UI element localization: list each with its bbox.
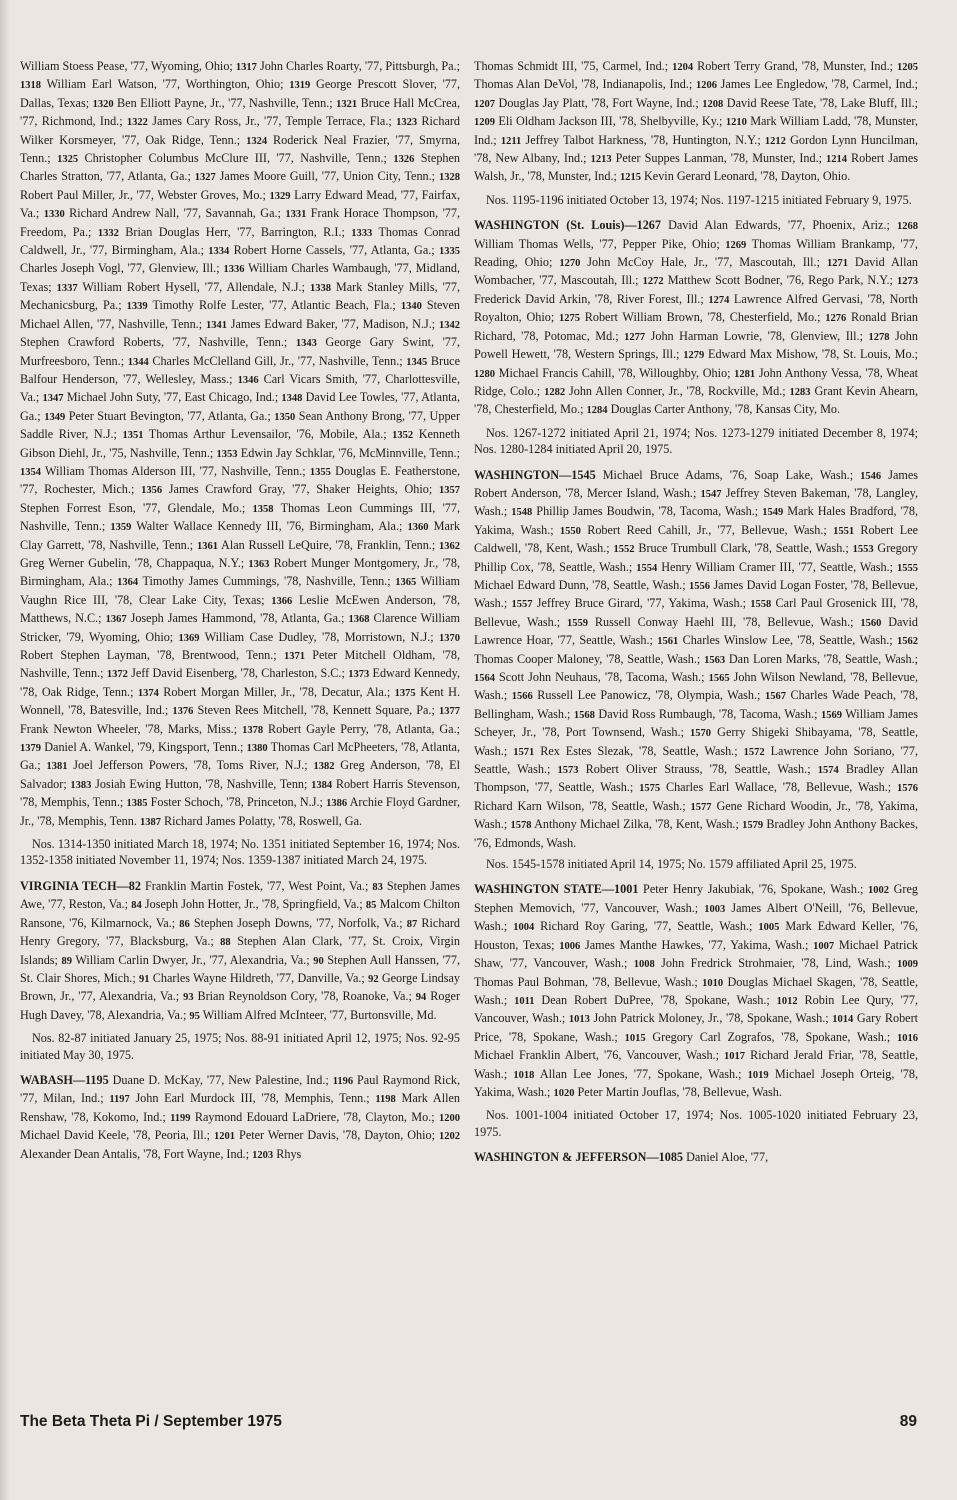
chapter-heading: WABASH—1195 xyxy=(20,1072,109,1087)
initiate-number: 1339 xyxy=(126,301,148,313)
initiate-number: 1553 xyxy=(852,544,874,556)
initiate-number: 1343 xyxy=(295,338,317,350)
initiate-number: 1566 xyxy=(511,691,533,703)
initiate-number: 1365 xyxy=(395,577,417,589)
chapter-heading: WASHINGTON & JEFFERSON—1085 xyxy=(474,1150,684,1165)
initiate-number: 1214 xyxy=(826,154,848,166)
initiation-dates-note: Nos. 1545-1578 initiated April 14, 1975; No. 1579 affiliated April 25, 1975. xyxy=(486,857,857,872)
initiate-number: 1565 xyxy=(708,673,730,684)
initiate-number: 1552 xyxy=(613,544,635,556)
initiate-number: 1201 xyxy=(214,1131,236,1143)
initiate-number: 1556 xyxy=(689,580,711,592)
initiate-number: 1272 xyxy=(642,276,664,288)
initiate-number: 1386 xyxy=(326,798,348,810)
initiate-number: 1320 xyxy=(92,98,114,110)
continued-entry: William Stoess Pease, '77, Wyoming, Ohio; 1317 John Charles Roarty, '77, Pittsburgh, Pa.; 1318 William Earl Watson, '77, Worthington, Ohio; 1319 George Prescott Slover, '77, Dallas, Texas; 1320 Ben Elliott Payne, Jr., '77, Nashville, Tenn.; 1321 Bruce Hall McCrea, '77, Richmond, Ind.; 1322 James Cary Ross, Jr., '77, Temple Terrace, Fla.; 1323 Richard Wilker Korsmeyer, '77, Oak Ridge, Tenn.; 1324 Roderick Neal Frazier, '77, Smyrna, Tenn.; 1325 Christopher Columbus McClure III, '77, Nashville, Tenn.; 1326 Stephen Charles Stratton, '77, Atlanta, Ga.; 1327 James Moore Guill, '77, Union City, Tenn.; 1328 Robert Paul Miller, Jr., '77, Webster Groves, Mo.; 1329 Larry Edward Mead, '77, Fairfax, Va.; 1330 Richard Andrew Nall, '77, Savannah, Ga.; 1331 Frank Horace Thompson, '77, Freedom, Pa.; 1332 Brian Douglas Herr, '77, Barrington, R.I.; 1333 Thomas Conrad Caldwell, Jr., '77, Birmingham, Ala.; 1334 Robert Horne Cassels, '77, Atlanta, Ga.; 1335 Charles Joseph Vogl, '77, Glenview, Ill.; 1336 William Charles Wambaugh, '77, Midland, Texas; 1337 William Robert Hysell, '77, Allendale, N.J.; 1338 Mark Stanley Mills, '77, Mechanicsburg, Pa.; 1339 Timothy Rolfe Lester, '77, Atlantic Beach, Fla.; 1340 Steven Michael Allen, '77, Nashville, Tenn.; 1341 James Edward Baker, '77, Madison, N.J.; 1342 Stephen Crawford Roberts, '77, Nashville, Tenn.; 1343 George Gary Swint, '77, Murfreesboro, Tenn.; 1344 Charles McClelland Gill, Jr., '77, Nashville, Tenn.; 1345 Bruce Balfour Henderson, '77, Wellesley, Mass.; 1346 Carl Vicars Smith, '77, Charlottesville, Va.; 1347 Michael John Suty, '77, East Chicago, Ind.; 1348 David Lee Towles, '77, Atlanta, Ga.; 1349 Peter Stuart Bevington, '77, Atlanta, Ga.; 1350 Sean Anthony Brong, '77, Upper Saddle River, N.J.; 1351 Thomas Arthur Levensailor, '76, Mobile, Ala.; 1352 Kenneth Gibson Diehl, Jr., '75, Nashville, Tenn.; 1353 Edwin Jay Schklar, '76, McMinnville, Tenn.; 1354 William Thomas Alderson III, '77, Nashville, Tenn.; 1355 Douglas E. Featherstone, '77, Rochester, Mich.; 1356 James Crawford Gray, '77, Shaker Heights, Ohio; 1357 Stephen Forrest Eson, '77, Glendale, Mo.; 1358 Thomas Leon Cummings III, '77, Nashville, Tenn.; 1359 Walter Wallace Kennedy III, '76, Birmingham, Ala.; 1360 Mark Clay Garrett, '78, Nashville, Tenn.; 1361 Alan Russell LeQuire, '78, Franklin, Tenn.; 1362 Greg Werner Gubelin, '78, Chappaqua, N.Y.; 1363 Robert Munger Montgomery, Jr., '78, Birmingham, Ala.; 1364 Timothy James Cummings, '78, Nashville, Tenn.; 1365 William Vaughn Rice III, '78, Clear Lake City, Texas; 1366 Leslie McEwen Anderson, '78, Matthews, N.C.; 1367 Joseph James Hammond, '78, Atlanta, Ga.; 1368 Clarence William Stricker, '79, Wyoming, Ohio; 1369 William Case Dudley, '78, Morristown, N.J.; 1370 Robert Stephen Layman, '78, Brentwood, Tenn.; 1371 Peter Mitchell Oldham, '78, Nashville, Tenn.; 1372 Jeff David Eisenberg, '78, Charleston, S.C.; 1373 Edward Kennedy, '78, Oak Ridge, Tenn.; 1374 Robert Morgan Miller, Jr., '78, Decatur, Ala.; 1375 Kent H. Wonnell, '78, Batesville, Ind.; 1376 Steven Rees Mitchell, '78, Kennett Square, Pa.; 1377 Frank Newton Wheeler, '78, Marks, Miss.; 1378 Robert Gayle Perry, '78, Atlanta, Ga.; 1379 Daniel A. Wankel, '79, Kingsport, Tenn.; 1380 Thomas Carl McPheeters, '78, Atlanta, Ga.; 1381 Joel Jefferson Powers, '78, Toms River, N.J.; 1382 Greg Anderson, '78, El Salvador; 1383 Josiah Ewing Hutton, '78, Nashville, Tenn; 1384 Robert Harris Stevenson, '78, Memphis, Tenn.; 1385 Foster Schoch, '78, Princeton, N.J.; 1386 Archie Floyd Gardner, Jr., '78, Memphis, Tenn. 1387 Richard James Polatty, '78, Roswell, Ga. xyxy=(20,59,461,828)
initiate-number: 1197 xyxy=(109,1094,130,1106)
initiate-number: 1279 xyxy=(683,350,705,362)
initiate-number: 1342 xyxy=(439,319,460,331)
initiate-number: 1334 xyxy=(208,246,230,258)
initiate-number: 1548 xyxy=(511,507,533,519)
initiate-number: 1206 xyxy=(695,80,717,92)
initiate-number: 1013 xyxy=(568,1014,590,1026)
initiate-number: 1555 xyxy=(897,562,919,574)
initiate-number: 1570 xyxy=(690,728,712,740)
initiate-number: 1349 xyxy=(44,411,66,423)
initiate-number: 1569 xyxy=(821,709,843,721)
initiate-number: 87 xyxy=(406,918,418,930)
initiate-number: 1359 xyxy=(110,522,132,534)
initiate-number: 1351 xyxy=(122,430,144,442)
initiate-number: 1210 xyxy=(725,117,747,129)
initiate-number: 1579 xyxy=(742,820,764,832)
initiate-number: 1568 xyxy=(573,709,595,721)
initiate-number: 1338 xyxy=(309,282,331,294)
chapter-heading: WASHINGTON (St. Louis)—1267 xyxy=(474,218,661,233)
initiate-number: 1353 xyxy=(216,448,238,460)
initiate-number: 1016 xyxy=(897,1032,918,1044)
right-column xyxy=(474,58,918,1175)
initiate-number: 1551 xyxy=(833,525,855,537)
initiate-number: 1357 xyxy=(439,485,460,497)
initiate-number: 1006 xyxy=(559,940,581,952)
initiate-number: 1385 xyxy=(126,798,148,810)
initiate-number: 1003 xyxy=(704,903,726,915)
initiate-number: 1271 xyxy=(826,258,848,270)
initiate-number: 1554 xyxy=(636,562,658,574)
initiate-number: 84 xyxy=(131,900,142,912)
initiate-number: 1346 xyxy=(237,374,259,386)
initiate-number: 1370 xyxy=(439,632,461,644)
initiate-number: 1212 xyxy=(764,135,786,147)
initiate-number: 1012 xyxy=(776,995,798,1007)
initiate-number: 1198 xyxy=(375,1094,396,1106)
initiate-number: 1560 xyxy=(860,617,882,629)
initiate-number: 1383 xyxy=(70,779,92,791)
initiate-number: 1374 xyxy=(137,687,159,699)
initiate-number: 1282 xyxy=(544,386,566,398)
initiate-number: 1347 xyxy=(42,393,64,405)
initiate-number: 86 xyxy=(179,918,190,930)
initiate-number: 1268 xyxy=(897,221,918,233)
initiate-number: 1578 xyxy=(510,820,532,832)
initiate-number: 1567 xyxy=(764,691,786,703)
initiate-number: 1333 xyxy=(351,227,373,239)
initiate-number: 1208 xyxy=(702,98,724,110)
initiate-number: 1562 xyxy=(897,636,918,648)
initiate-number: 1319 xyxy=(289,80,311,92)
initiate-number: 1364 xyxy=(117,577,139,589)
initiate-number: 1020 xyxy=(553,1087,575,1099)
initiate-number: 1369 xyxy=(178,632,200,644)
initiate-number: 1358 xyxy=(252,503,274,515)
initiate-number: 91 xyxy=(139,973,150,985)
initiate-number: 1019 xyxy=(747,1069,769,1081)
initiate-number: 1362 xyxy=(439,540,460,552)
initiate-number: 1213 xyxy=(590,154,612,166)
initiate-number: 1373 xyxy=(348,669,370,681)
initiate-number: 1344 xyxy=(127,356,149,368)
initiate-number: 1557 xyxy=(511,599,533,611)
initiate-number: 1200 xyxy=(439,1112,461,1124)
initiate-number: 1014 xyxy=(832,1014,854,1026)
initiate-number: 1276 xyxy=(825,313,847,325)
initiate-number: 1546 xyxy=(860,470,882,482)
initiate-number: 1209 xyxy=(474,117,495,129)
initiation-dates-note: Nos. 1267-1272 initiated April 21, 1974; Nos. 1273-1279 initiated December 8, 1974; Nos. 1280-1284 initiated April 20, 1975. xyxy=(474,425,918,457)
initiate-number: 1335 xyxy=(439,246,460,258)
initiate-number: 1360 xyxy=(407,522,429,534)
initiate-number: 1017 xyxy=(724,1051,746,1063)
initiate-number: 1010 xyxy=(702,977,724,989)
initiate-number: 93 xyxy=(183,992,194,1004)
initiate-number: 1007 xyxy=(813,940,835,952)
initiate-number: 1341 xyxy=(205,319,227,331)
initiate-number: 1375 xyxy=(394,687,416,699)
initiate-number: 1275 xyxy=(558,313,580,325)
initiate-number: 1573 xyxy=(557,765,579,777)
initiate-number: 1327 xyxy=(194,172,216,184)
initiate-number: 1576 xyxy=(897,783,918,795)
initiate-number: 1367 xyxy=(105,614,127,626)
initiate-number: 1283 xyxy=(789,386,811,398)
page-spine-shadow xyxy=(0,0,10,1500)
initiate-number: 1376 xyxy=(172,706,194,718)
initiate-number: 1323 xyxy=(396,117,418,129)
chapter-heading: WASHINGTON—1545 xyxy=(474,467,596,482)
publication-title: The Beta Theta Pi / September 1975 xyxy=(20,1413,282,1430)
initiate-number: 1274 xyxy=(708,294,730,306)
initiate-number: 94 xyxy=(415,992,427,1004)
initiate-number: 1318 xyxy=(20,80,41,92)
initiate-number: 1348 xyxy=(281,393,303,405)
page-number: 89 xyxy=(899,1413,917,1430)
chapter-entry: WABASH—1195 Duane D. McKay, '77, New Palestine, Ind.; 1196 Paul Raymond Rick, '77, Milan, Ind.; 1197 John Earl Murdock III, '78, Memphis, Tenn.; 1198 Mark Allen Renshaw, '78, Kokomo, Ind.; 1199 Raymond Edouard LaDriere, '78, Clayton, Mo.; 1200 Michael David Keele, '78, Peoria, Ill.; 1201 Peter Werner Davis, '78, Dayton, Ohio; 1202 Alexander Dean Antalis, '78, Fort Wayne, Ind.; 1203 Rhys xyxy=(20,1072,461,1161)
initiate-number: 1202 xyxy=(439,1131,460,1143)
initiate-number: 1284 xyxy=(586,405,608,417)
initiate-number: 1269 xyxy=(725,239,747,251)
initiate-number: 1018 xyxy=(513,1069,535,1081)
initiate-number: 1270 xyxy=(559,258,581,270)
initiate-number: 1277 xyxy=(624,331,646,343)
initiate-number: 1384 xyxy=(311,779,333,791)
initiate-number: 1559 xyxy=(567,617,589,629)
initiate-number: 88 xyxy=(220,937,231,949)
initiate-number: 1574 xyxy=(817,765,839,777)
initiate-number: 1377 xyxy=(439,706,460,718)
initiate-number: 1550 xyxy=(559,525,581,537)
initiate-number: 1330 xyxy=(43,209,65,221)
initiate-number: 1361 xyxy=(196,540,218,552)
initiate-number: 1321 xyxy=(336,98,358,110)
initiate-number: 1211 xyxy=(500,135,522,147)
initiate-number: 1558 xyxy=(750,599,772,611)
initiate-number: 1350 xyxy=(274,411,296,423)
initiate-number: 1345 xyxy=(406,356,428,368)
initiate-number: 1331 xyxy=(285,209,307,221)
initiate-number: 1379 xyxy=(20,743,41,755)
initiate-number: 89 xyxy=(61,955,72,967)
initiate-number: 1199 xyxy=(170,1112,191,1124)
continued-entry: Thomas Schmidt III, '75, Carmel, Ind.; 1204 Robert Terry Grand, '78, Munster, Ind.; 1205 Thomas Alan DeVol, '78, Indianapolis, Ind.; 1206 James Lee Engledow, '78, Carmel, Ind.; 1207 Douglas Jay Platt, '78, Fort Wayne, Ind.; 1208 David Reese Tate, '78, Lake Bluff, Ill.; 1209 Eli Oldham Jackson III, '78, Shelbyville, Ky.; 1210 Mark William Ladd, '78, Munster, Ind.; 1211 Jeffrey Talbot Harkness, '78, Huntington, N.Y.; 1212 Gordon Lynn Huncilman, '78, New Albany, Ind.; 1213 Peter Suppes Lanman, '78, Munster, Ind.; 1214 Robert James Walsh, Jr., '78, Munster, Ind.; 1215 Kevin Gerard Leonard, '78, Dayton, Ohio. xyxy=(474,59,919,184)
initiate-number: 1575 xyxy=(639,783,661,795)
initiate-number: 1354 xyxy=(20,466,41,478)
initiate-number: 1563 xyxy=(704,654,726,666)
chapter-entry: WASHINGTON & JEFFERSON—1085 Daniel Aloe, '77, xyxy=(474,1150,769,1165)
initiate-number: 1205 xyxy=(897,62,918,73)
initiate-number: 1273 xyxy=(897,276,918,288)
initiate-number: 1380 xyxy=(246,743,268,755)
chapter-entry: WASHINGTON—1545 Michael Bruce Adams, '76, Soap Lake, Wash.; 1546 James Robert Anderson, '78, Mercer Island, Wash.; 1547 Jeffrey Steven Bakeman, '78, Langley, Wash.; 1548 Phillip James Boudwin, '78, Tacoma, Wash.; 1549 Mark Hales Bradford, '78, Yakima, Wash.; 1550 Robert Reed Cahill, Jr., '77, Bellevue, Wash.; 1551 Robert Lee Caldwell, '78, Kent, Wash.; 1552 Bruce Trumbull Clark, '78, Seattle, Wash.; 1553 Gregory Phillip Cox, '78, Seattle, Wash.; 1554 Henry William Cramer III, '77, Seattle, Wash.; 1555 Michael Edward Dunn, '78, Seattle, Wash.; 1556 James David Logan Foster, '78, Bellevue, Wash.; 1557 Jeffrey Bruce Girard, '77, Yakima, Wash.; 1558 Carl Paul Grosenick III, '78, Bellevue, Wash.; 1559 Russell Conway Haehl III, '78, Bellevue, Wash.; 1560 David Lawrence Hoar, '77, Seattle, Wash.; 1561 Charles Winslow Lee, '78, Seattle, Wash.; 1562 Thomas Cooper Maloney, '78, Seattle, Wash.; 1563 Dan Loren Marks, '78, Seattle, Wash.; 1564 Scott John Neuhaus, '78, Tacoma, Wash.; 1565 John Wilson Newland, '78, Bellevue, Wash.; 1566 Russell Lee Panowicz, '78, Olympia, Wash.; 1567 Charles Wade Peach, '78, Bellingham, Wash.; 1568 David Ross Rumbaugh, '78, Tacoma, Wash.; 1569 William James Scheyer, Jr., '78, Port Townsend, Wash.; 1570 Gerry Shigeki Shibayama, '78, Seattle, Wash.; 1571 Rex Estes Slezak, '78, Seattle, Wash.; 1572 Lawrence John Soriano, '77, Seattle, Wash.; 1573 Robert Oliver Strauss, '78, Seattle, Wash.; 1574 Bradley Allan Thompson, '77, Seattle, Wash.; 1575 Charles Earl Wallace, '78, Bellevue, Wash.; 1576 Richard Karn Wilson, '78, Seattle, Wash.; 1577 Gene Richard Woodin, Jr., '78, Yakima, Wash.; 1578 Anthony Michael Zilka, '78, Kent, Wash.; 1579 Bradley John Anthony Backes, '76, Edmonds, Wash. xyxy=(474,467,919,850)
initiate-number: 1281 xyxy=(734,368,756,380)
initiate-number: 90 xyxy=(313,955,324,967)
initiate-number: 1564 xyxy=(474,673,495,684)
initiate-number: 1322 xyxy=(126,117,148,129)
initiate-number: 1561 xyxy=(657,636,679,648)
initiate-number: 1203 xyxy=(252,1149,274,1161)
initiate-number: 1366 xyxy=(271,595,293,607)
initiate-number: 1372 xyxy=(106,669,128,681)
initiate-number: 1368 xyxy=(348,614,370,626)
initiate-number: 1004 xyxy=(513,922,535,934)
initiate-number: 1015 xyxy=(624,1032,646,1044)
initiate-number: 1378 xyxy=(242,724,264,736)
chapter-entry: WASHINGTON (St. Louis)—1267 David Alan Edwards, '77, Phoenix, Ariz.; 1268 William Thomas Wells, '77, Pepper Pike, Ohio; 1269 Thomas William Brankamp, '77, Reading, Ohio; 1270 John McCoy Hale, Jr., '77, Mascoutah, Ill.; 1271 David Allan Wombacher, '77, Mascoutah, Ill.; 1272 Matthew Scott Bodner, '76, Rego Park, N.Y.; 1273 Frederick David Arkin, '78, River Forest, Ill.; 1274 Lawrence Alfred Gervasi, '78, North Royalton, Ohio; 1275 Robert William Brown, '78, Chesterfield, Mo.; 1276 Ronald Brian Richard, '78, Potomac, Md.; 1277 John Harman Lowrie, '78, Glenview, Ill.; 1278 John Powell Hewett, '78, Western Springs, Ill.; 1279 Edward Max Mishow, '78, St. Louis, Mo.; 1280 Michael Francis Cahill, '78, Willoughby, Ohio; 1281 John Anthony Vessa, '78, Wheat Ridge, Colo.; 1282 John Allen Conner, Jr., '78, Rockville, Md.; 1283 Grant Kevin Ahearn, '78, Chesterfield, Mo.; 1284 Douglas Carter Anthony, '78, Kansas City, Mo. xyxy=(474,218,919,417)
initiate-number: 1332 xyxy=(97,227,119,239)
initiate-number: 1352 xyxy=(392,430,414,442)
initiate-number: 1340 xyxy=(400,301,422,313)
initiate-number: 1215 xyxy=(619,172,641,184)
initiate-number: 1571 xyxy=(513,746,535,758)
initiate-number: 1328 xyxy=(439,172,460,184)
initiate-number: 1337 xyxy=(56,282,78,294)
initiate-number: 1008 xyxy=(633,959,655,971)
initiate-number: 1355 xyxy=(309,466,331,478)
initiate-number: 1326 xyxy=(393,154,415,166)
chapter-entry: VIRGINIA TECH—82 Franklin Martin Fostek, '77, West Point, Va.; 83 Stephen James Awe, '77, Reston, Va.; 84 Joseph John Hotter, Jr., '78, Springfield, Va.; 85 Malcom Chilton Ransone, '76, Kilmarnock, Va.; 86 Stephen Joseph Downs, '77, Norfolk, Va.; 87 Richard Henry Gregory, '77, Blacksburg, Va.; 88 Stephen Alan Clark, '77, St. Croix, Virgin Islands; 89 William Carlin Dwyer, Jr., '77, Alexandria, Va.; 90 Stephen Aull Hanssen, '77, St. Clair Shores, Mich.; 91 Charles Wayne Hildreth, '77, Danville, Va.; 92 George Lindsay Brown, Jr., '77, Alexandria, Va.; 93 Brian Reynoldson Cory, '78, Roanoke, Va.; 94 Roger Hugh Davey, '78, Alexandria, Va.; 95 William Alfred McInteer, '77, Burtonsville, Md. xyxy=(20,878,461,1022)
initiate-number: 1324 xyxy=(246,135,268,147)
initiate-number: 1325 xyxy=(57,154,79,166)
initiate-number: 1356 xyxy=(141,485,163,497)
initiate-number: 1204 xyxy=(672,62,694,73)
initiate-number: 1002 xyxy=(868,885,890,897)
initiate-number: 85 xyxy=(365,900,377,912)
chapter-entry: WASHINGTON STATE—1001 Peter Henry Jakubiak, '76, Spokane, Wash.; 1002 Greg Stephen Memovich, '77, Vancouver, Wash.; 1003 James Albert O'Neill, '76, Bellevue, Wash.; 1004 Richard Roy Garing, '77, Seattle, Wash.; 1005 Mark Edward Keller, '76, Houston, Texas; 1006 James Manthe Hawkes, '77, Yakima, Wash.; 1007 Michael Patrick Shaw, '77, Vancouver, Wash.; 1008 John Fredrick Strohmaier, '78, Lind, Wash.; 1009 Thomas Paul Bohman, '78, Bellevue, Wash.; 1010 Douglas Michael Skagen, '78, Seattle, Wash.; 1011 Dean Robert DuPree, '78, Spokane, Wash.; 1012 Robin Lee Qury, '77, Vancouver, Wash.; 1013 John Patrick Moloney, Jr., '78, Spokane, Wash.; 1014 Gary Robert Price, '78, Spokane, Wash.; 1015 Gregory Carl Zografos, '78, Spokane, Wash.; 1016 Michael Franklin Albert, '76, Vancouver, Wash.; 1017 Richard Jerald Friar, '78, Seattle, Wash.; 1018 Allan Lee Jones, '77, Spokane, Wash.; 1019 Michael Joseph Orteig, '78, Yakima, Wash.; 1020 Peter Martin Jouflas, '78, Bellevue, Wash. xyxy=(474,882,919,1099)
initiation-dates-note: Nos. 1195-1196 initiated October 13, 1974; Nos. 1197-1215 initiated February 9, 1975. xyxy=(486,192,912,207)
initiation-dates-note: Nos. 1001-1004 initiated October 17, 1974; Nos. 1005-1020 initiated February 23, 1975. xyxy=(474,1108,918,1139)
initiate-number: 83 xyxy=(372,881,383,893)
page-footer xyxy=(20,1413,917,1431)
initiate-number: 1371 xyxy=(283,651,305,662)
initiate-number: 1336 xyxy=(223,264,245,276)
initiate-number: 1280 xyxy=(474,368,495,380)
initiate-number: 1317 xyxy=(235,62,257,73)
initiate-number: 1382 xyxy=(313,761,335,773)
initiate-number: 1572 xyxy=(743,746,765,758)
initiate-number: 1005 xyxy=(758,922,780,934)
chapter-heading: VIRGINIA TECH—82 xyxy=(20,878,141,893)
initiate-number: 1547 xyxy=(700,488,722,500)
initiate-number: 95 xyxy=(189,1010,200,1022)
initiate-number: 1549 xyxy=(762,507,784,519)
initiate-number: 1009 xyxy=(897,959,918,971)
initiate-number: 1207 xyxy=(474,98,495,110)
initiate-number: 1196 xyxy=(332,1075,354,1087)
initiate-number: 1381 xyxy=(46,761,68,773)
chapter-heading: WASHINGTON STATE—1001 xyxy=(474,882,639,897)
initiation-dates-note: Nos. 82-87 initiated January 25, 1975; Nos. 88-91 initiated April 12, 1975; Nos. 92-95 initiated May 30, 1975. xyxy=(20,1031,460,1062)
initiate-number: 1329 xyxy=(269,190,291,202)
initiate-number: 1363 xyxy=(248,558,270,570)
initiation-dates-note: Nos. 1314-1350 initiated March 18, 1974; No. 1351 initiated September 16, 1974; Nos. 1352-1358 initiated November 11, 1974; Nos. 1359-1387 initiated March 24, 1975. xyxy=(20,837,460,868)
left-column xyxy=(20,58,460,1173)
initiate-number: 1387 xyxy=(139,816,161,828)
initiate-number: 1011 xyxy=(514,995,535,1007)
initiate-number: 92 xyxy=(368,973,379,985)
initiate-number: 1577 xyxy=(690,801,712,813)
initiate-number: 1278 xyxy=(868,331,890,343)
